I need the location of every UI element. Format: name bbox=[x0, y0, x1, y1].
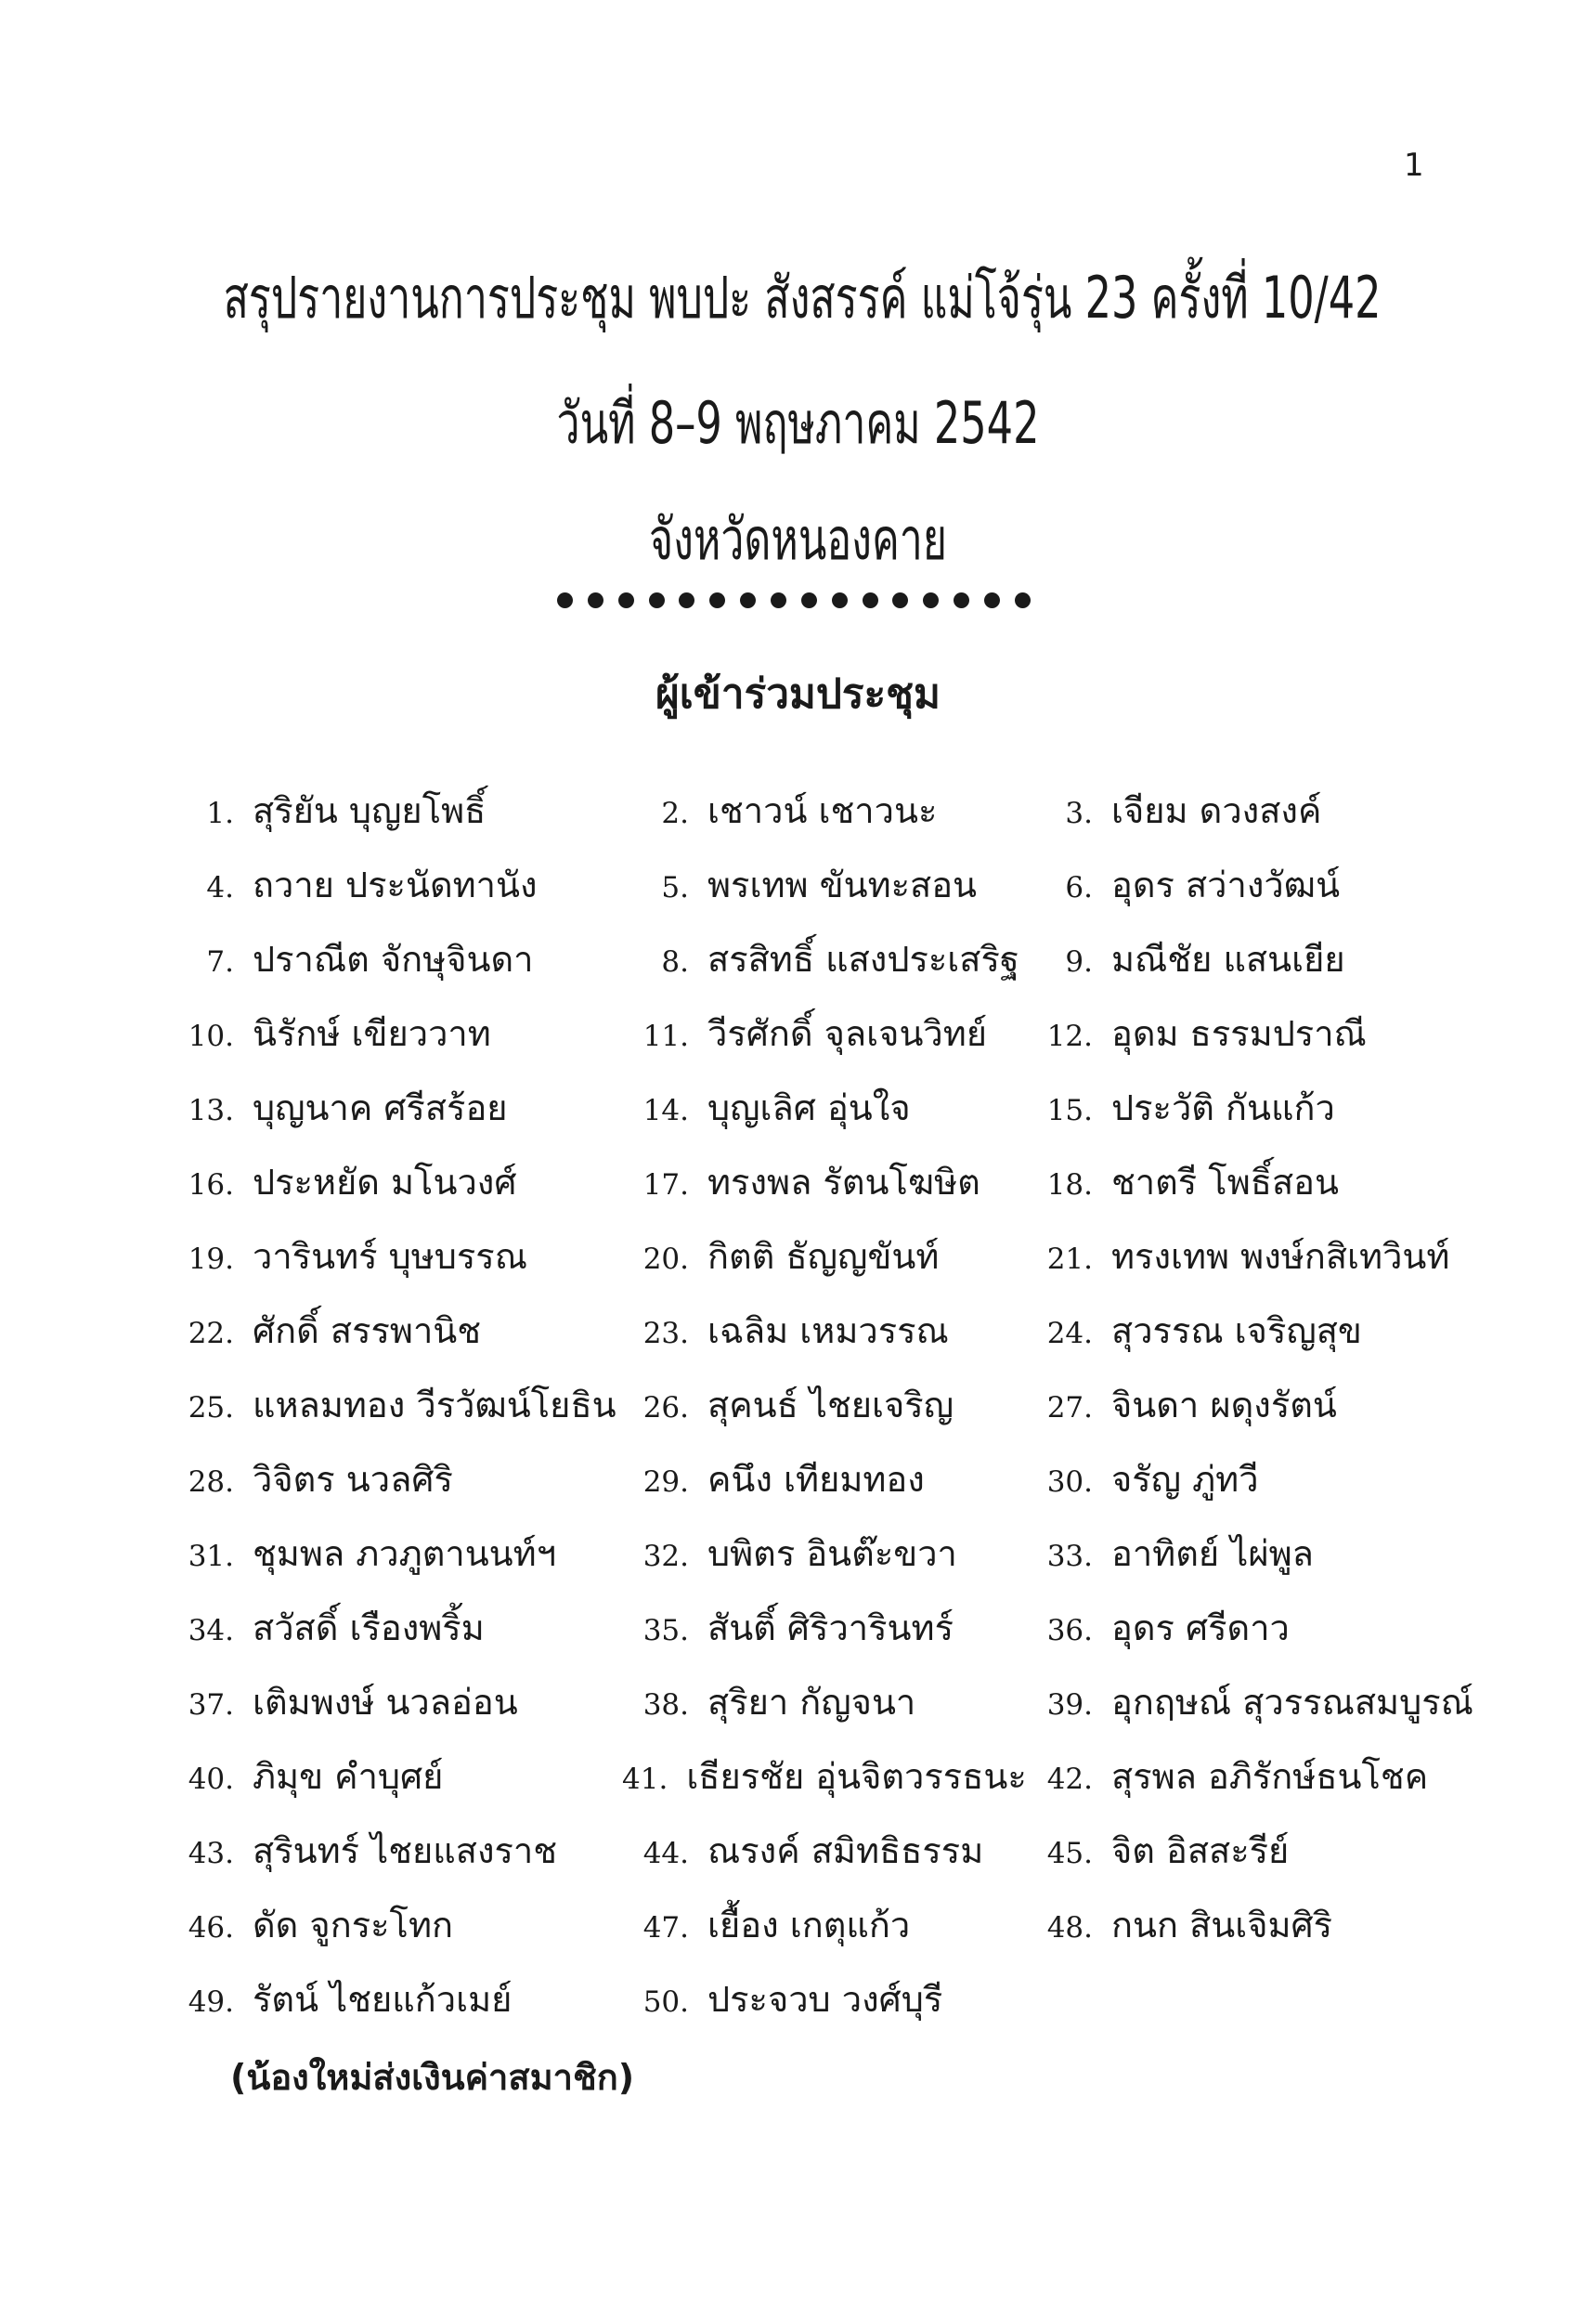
attendee-item bbox=[622, 782, 1026, 856]
attendee-name: ชาตรี โพธิ์สอน bbox=[1111, 1162, 1339, 1203]
divider-dot bbox=[679, 592, 694, 608]
attendee-item bbox=[1026, 1748, 1486, 1822]
attendee-item bbox=[167, 782, 622, 856]
title-line-1: สรุปรายงานการประชุม พบปะ สังสรรค์ แม่โจ้รุ่น 23 ครั้งที่ 10/42 bbox=[223, 264, 1382, 332]
attendee-number: 32. bbox=[642, 1540, 689, 1573]
attendee-name: อุดร ศรีดาว bbox=[1111, 1607, 1290, 1648]
attendee-item bbox=[622, 1153, 1026, 1228]
attendee-item bbox=[167, 1525, 622, 1599]
attendee-number: 10. bbox=[188, 1020, 234, 1053]
divider-dot bbox=[954, 592, 969, 608]
attendee-name: อุดม ธรรมปราณี bbox=[1111, 1013, 1367, 1054]
attendee-number: 36. bbox=[1046, 1614, 1093, 1647]
attendee-name: เจียม ดวงสงค์ bbox=[1111, 790, 1322, 831]
attendee-number: 47. bbox=[642, 1911, 689, 1945]
attendee-item bbox=[1026, 1599, 1486, 1673]
attendee-number: 14. bbox=[642, 1094, 689, 1127]
divider-dot bbox=[832, 592, 848, 608]
attendee-item bbox=[1026, 1822, 1486, 1896]
divider-dot bbox=[588, 592, 603, 608]
attendee-number: 5. bbox=[661, 871, 689, 904]
attendee-name: ประจวบ วงศ์บุรี bbox=[707, 1979, 943, 2020]
attendee-item bbox=[622, 1971, 1026, 2045]
attendee-name: คนึง เทียมทอง bbox=[707, 1459, 925, 1500]
attendee-item bbox=[167, 1896, 622, 1971]
attendee-name: ทรงเทพ พงษ์กสิเทวินท์ bbox=[1111, 1236, 1450, 1277]
attendee-number: 2. bbox=[661, 797, 689, 830]
attendee-item bbox=[1026, 1302, 1486, 1376]
attendee-item bbox=[1026, 782, 1486, 856]
attendee-name: สุรินทร์ ไชยแสงราช bbox=[253, 1830, 558, 1871]
attendee-item bbox=[167, 1079, 622, 1153]
attendee-number: 31. bbox=[188, 1540, 234, 1573]
attendee-name: ภิมุข คำบุศย์ bbox=[253, 1756, 444, 1797]
attendee-item bbox=[622, 1525, 1026, 1599]
attendee-item bbox=[622, 1228, 1026, 1302]
attendee-name: สุรพล อภิรักษ์ธนโชค bbox=[1111, 1756, 1429, 1797]
attendee-number: 30. bbox=[1046, 1465, 1093, 1499]
attendee-name: ถวาย ประนัดทานัง bbox=[253, 865, 538, 905]
divider-dot bbox=[984, 592, 1000, 608]
attendee-number: 9. bbox=[1065, 945, 1093, 979]
attendee-item bbox=[1026, 930, 1486, 1005]
attendee-item bbox=[167, 1153, 622, 1228]
attendee-name: บพิตร อินต๊ะขวา bbox=[707, 1533, 957, 1574]
attendee-name: รัตน์ ไชยแก้วเมย์ bbox=[253, 1979, 513, 2020]
attendee-name: ประหยัด มโนวงศ์ bbox=[253, 1162, 517, 1203]
divider-dot bbox=[892, 592, 908, 608]
attendee-number: 12. bbox=[1046, 1020, 1093, 1053]
attendee-number: 33. bbox=[1046, 1540, 1093, 1573]
attendee-name: ศักดิ์ สรรพานิช bbox=[253, 1310, 482, 1351]
attendee-name: วีรศักดิ์ จุลเจนวิทย์ bbox=[707, 1013, 988, 1054]
attendee-item bbox=[622, 1748, 1026, 1822]
divider-dot bbox=[618, 592, 634, 608]
attendee-number: 48. bbox=[1046, 1911, 1093, 1945]
attendee-number: 37. bbox=[188, 1688, 234, 1722]
attendee-name: มณีชัย แสนเยีย bbox=[1111, 939, 1345, 980]
attendee-number: 38. bbox=[642, 1688, 689, 1722]
attendee-name: กนก สินเจิมศิริ bbox=[1111, 1905, 1333, 1945]
attendee-number: 44. bbox=[642, 1837, 689, 1870]
attendee-list bbox=[167, 782, 1486, 2045]
attendee-item bbox=[1026, 1005, 1486, 1079]
attendee-item bbox=[622, 1005, 1026, 1079]
attendee-item bbox=[167, 1005, 622, 1079]
divider-dot bbox=[923, 592, 939, 608]
attendee-number: 22. bbox=[188, 1317, 234, 1350]
attendee-name: นิรักษ์ เขียววาท bbox=[253, 1013, 491, 1054]
title-line-2: วันที่ 8–9 พฤษภาคม 2542 bbox=[556, 389, 1040, 457]
attendee-name: กิตติ ธัญญขันท์ bbox=[707, 1236, 940, 1277]
attendee-name: สรสิทธิ์ แสงประเสริฐ bbox=[707, 939, 1019, 980]
attendee-item bbox=[1026, 1228, 1486, 1302]
dot-divider bbox=[557, 592, 1031, 615]
attendee-number: 23. bbox=[642, 1317, 689, 1350]
attendee-name: ประวัติ กันแก้ว bbox=[1111, 1087, 1335, 1128]
attendee-number: 19. bbox=[188, 1243, 234, 1276]
attendee-item bbox=[622, 1451, 1026, 1525]
attendee-number: 43. bbox=[188, 1837, 234, 1870]
attendee-name: พรเทพ ขันทะสอน bbox=[707, 865, 978, 905]
attendee-item bbox=[167, 1599, 622, 1673]
attendee-item bbox=[167, 1748, 622, 1822]
attendee-number: 28. bbox=[188, 1465, 234, 1499]
attendee-item bbox=[622, 1822, 1026, 1896]
attendee-number: 39. bbox=[1046, 1688, 1093, 1722]
attendee-item bbox=[167, 930, 622, 1005]
attendee-number: 46. bbox=[188, 1911, 234, 1945]
title-line-3: จังหวัดหนองคาย bbox=[648, 505, 948, 573]
attendee-item bbox=[622, 1079, 1026, 1153]
attendee-name: วิจิตร นวลศิริ bbox=[253, 1459, 453, 1500]
attendee-name: บุญเลิศ อุ่นใจ bbox=[707, 1087, 911, 1128]
divider-dot bbox=[557, 592, 573, 608]
page-number: 1 bbox=[1404, 147, 1424, 184]
attendee-name: ปราณีต จักษุจินดา bbox=[253, 939, 534, 980]
attendee-item bbox=[1026, 1376, 1486, 1451]
attendee-number: 27. bbox=[1046, 1391, 1093, 1425]
attendee-item bbox=[1026, 856, 1486, 930]
divider-dot bbox=[649, 592, 665, 608]
divider-dot bbox=[801, 592, 817, 608]
attendee-item bbox=[167, 1822, 622, 1896]
attendee-number: 40. bbox=[188, 1763, 234, 1796]
divider-dot bbox=[771, 592, 786, 608]
attendee-number: 20. bbox=[642, 1243, 689, 1276]
attendee-name: อุดร สว่างวัฒน์ bbox=[1111, 865, 1341, 905]
attendee-item bbox=[167, 1673, 622, 1748]
attendee-item bbox=[167, 1451, 622, 1525]
attendee-item bbox=[167, 1302, 622, 1376]
attendee-number: 18. bbox=[1046, 1168, 1093, 1202]
divider-dot bbox=[863, 592, 878, 608]
attendee-name: เธียรชัย อุ่นจิตวรรธนะ bbox=[686, 1756, 1027, 1797]
attendee-number: 11. bbox=[642, 1020, 689, 1053]
attendee-name: สุริยัน บุญยโพธิ์ bbox=[253, 790, 487, 831]
attendee-number: 41. bbox=[622, 1763, 668, 1796]
attendee-name: ชุมพล ภวภูตานนท์ฯ bbox=[253, 1533, 557, 1574]
attendee-number: 21. bbox=[1046, 1243, 1093, 1276]
attendee-name: เยื้อง เกตุแก้ว bbox=[707, 1905, 911, 1945]
attendee-name: สุคนธ์ ไชยเจริญ bbox=[707, 1385, 954, 1425]
attendee-number: 8. bbox=[661, 945, 689, 979]
footnote: (น้องใหม่ส่งเงินค่าสมาชิก) bbox=[230, 2057, 635, 2098]
attendee-item bbox=[167, 1376, 622, 1451]
attendee-number: 17. bbox=[642, 1168, 689, 1202]
attendee-name: ดัด จูกระโทก bbox=[253, 1905, 453, 1945]
attendee-number: 4. bbox=[206, 871, 234, 904]
attendee-name: วารินทร์ บุษบรรณ bbox=[253, 1236, 527, 1277]
attendee-number: 15. bbox=[1046, 1094, 1093, 1127]
attendee-item bbox=[1026, 1153, 1486, 1228]
attendee-item bbox=[622, 1302, 1026, 1376]
attendee-name: สวัสดิ์ เรืองพริ้ม bbox=[253, 1607, 485, 1648]
attendee-name: ทรงพล รัตนโฆษิต bbox=[707, 1162, 980, 1203]
attendee-item bbox=[622, 856, 1026, 930]
attendee-item bbox=[1026, 1525, 1486, 1599]
attendee-name: เฉลิม เหมวรรณ bbox=[707, 1310, 949, 1351]
attendee-number: 3. bbox=[1065, 797, 1093, 830]
attendee-name: จิต อิสสะรีย์ bbox=[1111, 1830, 1290, 1871]
attendee-number: 13. bbox=[188, 1094, 234, 1127]
attendee-number: 24. bbox=[1046, 1317, 1093, 1350]
divider-dot bbox=[709, 592, 725, 608]
attendee-number: 34. bbox=[188, 1614, 234, 1647]
attendee-number: 26. bbox=[642, 1391, 689, 1425]
attendee-number: 25. bbox=[188, 1391, 234, 1425]
attendee-name: บุญนาค ศรีสร้อย bbox=[253, 1087, 508, 1128]
attendee-item bbox=[167, 856, 622, 930]
attendee-name: อาทิตย์ ไผ่พูล bbox=[1111, 1533, 1314, 1574]
attendee-item bbox=[622, 1896, 1026, 1971]
attendee-name: จรัญ ภู่ทวี bbox=[1111, 1459, 1259, 1500]
attendee-item bbox=[167, 1971, 622, 2045]
attendee-item bbox=[622, 1376, 1026, 1451]
attendee-name: จินดา ผดุงรัตน์ bbox=[1111, 1385, 1337, 1425]
divider-dot bbox=[1015, 592, 1031, 608]
attendee-number: 6. bbox=[1065, 871, 1093, 904]
attendee-name: อุกฤษณ์ สุวรรณสมบูรณ์ bbox=[1111, 1682, 1473, 1723]
attendee-item bbox=[622, 930, 1026, 1005]
attendee-number: 50. bbox=[642, 1985, 689, 2019]
attendee-name: เชาวน์ เชาวนะ bbox=[707, 790, 938, 831]
attendee-item bbox=[622, 1599, 1026, 1673]
attendee-number: 1. bbox=[206, 797, 234, 830]
attendee-item bbox=[167, 1228, 622, 1302]
attendee-number: 16. bbox=[188, 1168, 234, 1202]
attendee-number: 7. bbox=[206, 945, 234, 979]
attendee-name: ณรงค์ สมิทธิธรรม bbox=[707, 1830, 984, 1871]
attendee-number: 49. bbox=[188, 1985, 234, 2019]
attendee-item bbox=[1026, 1896, 1486, 1971]
attendee-item bbox=[1026, 1079, 1486, 1153]
attendee-number: 45. bbox=[1046, 1837, 1093, 1870]
attendee-name: สันติ์ ศิริวารินทร์ bbox=[707, 1607, 954, 1648]
attendee-name: เติมพงษ์ นวลอ่อน bbox=[253, 1682, 518, 1723]
attendee-number: 42. bbox=[1046, 1763, 1093, 1796]
attendee-name: สุริยา กัญจนา bbox=[707, 1682, 916, 1723]
attendee-number: 35. bbox=[642, 1614, 689, 1647]
attendee-item bbox=[622, 1673, 1026, 1748]
divider-dot bbox=[740, 592, 756, 608]
attendee-name: สุวรรณ เจริญสุข bbox=[1111, 1310, 1362, 1351]
attendee-name: แหลมทอง วีรวัฒน์โยธิน bbox=[253, 1385, 616, 1425]
section-heading: ผู้เข้าร่วมประชุม bbox=[655, 670, 941, 718]
attendee-item bbox=[1026, 1451, 1486, 1525]
attendee-item bbox=[1026, 1673, 1486, 1748]
attendee-number: 29. bbox=[642, 1465, 689, 1499]
